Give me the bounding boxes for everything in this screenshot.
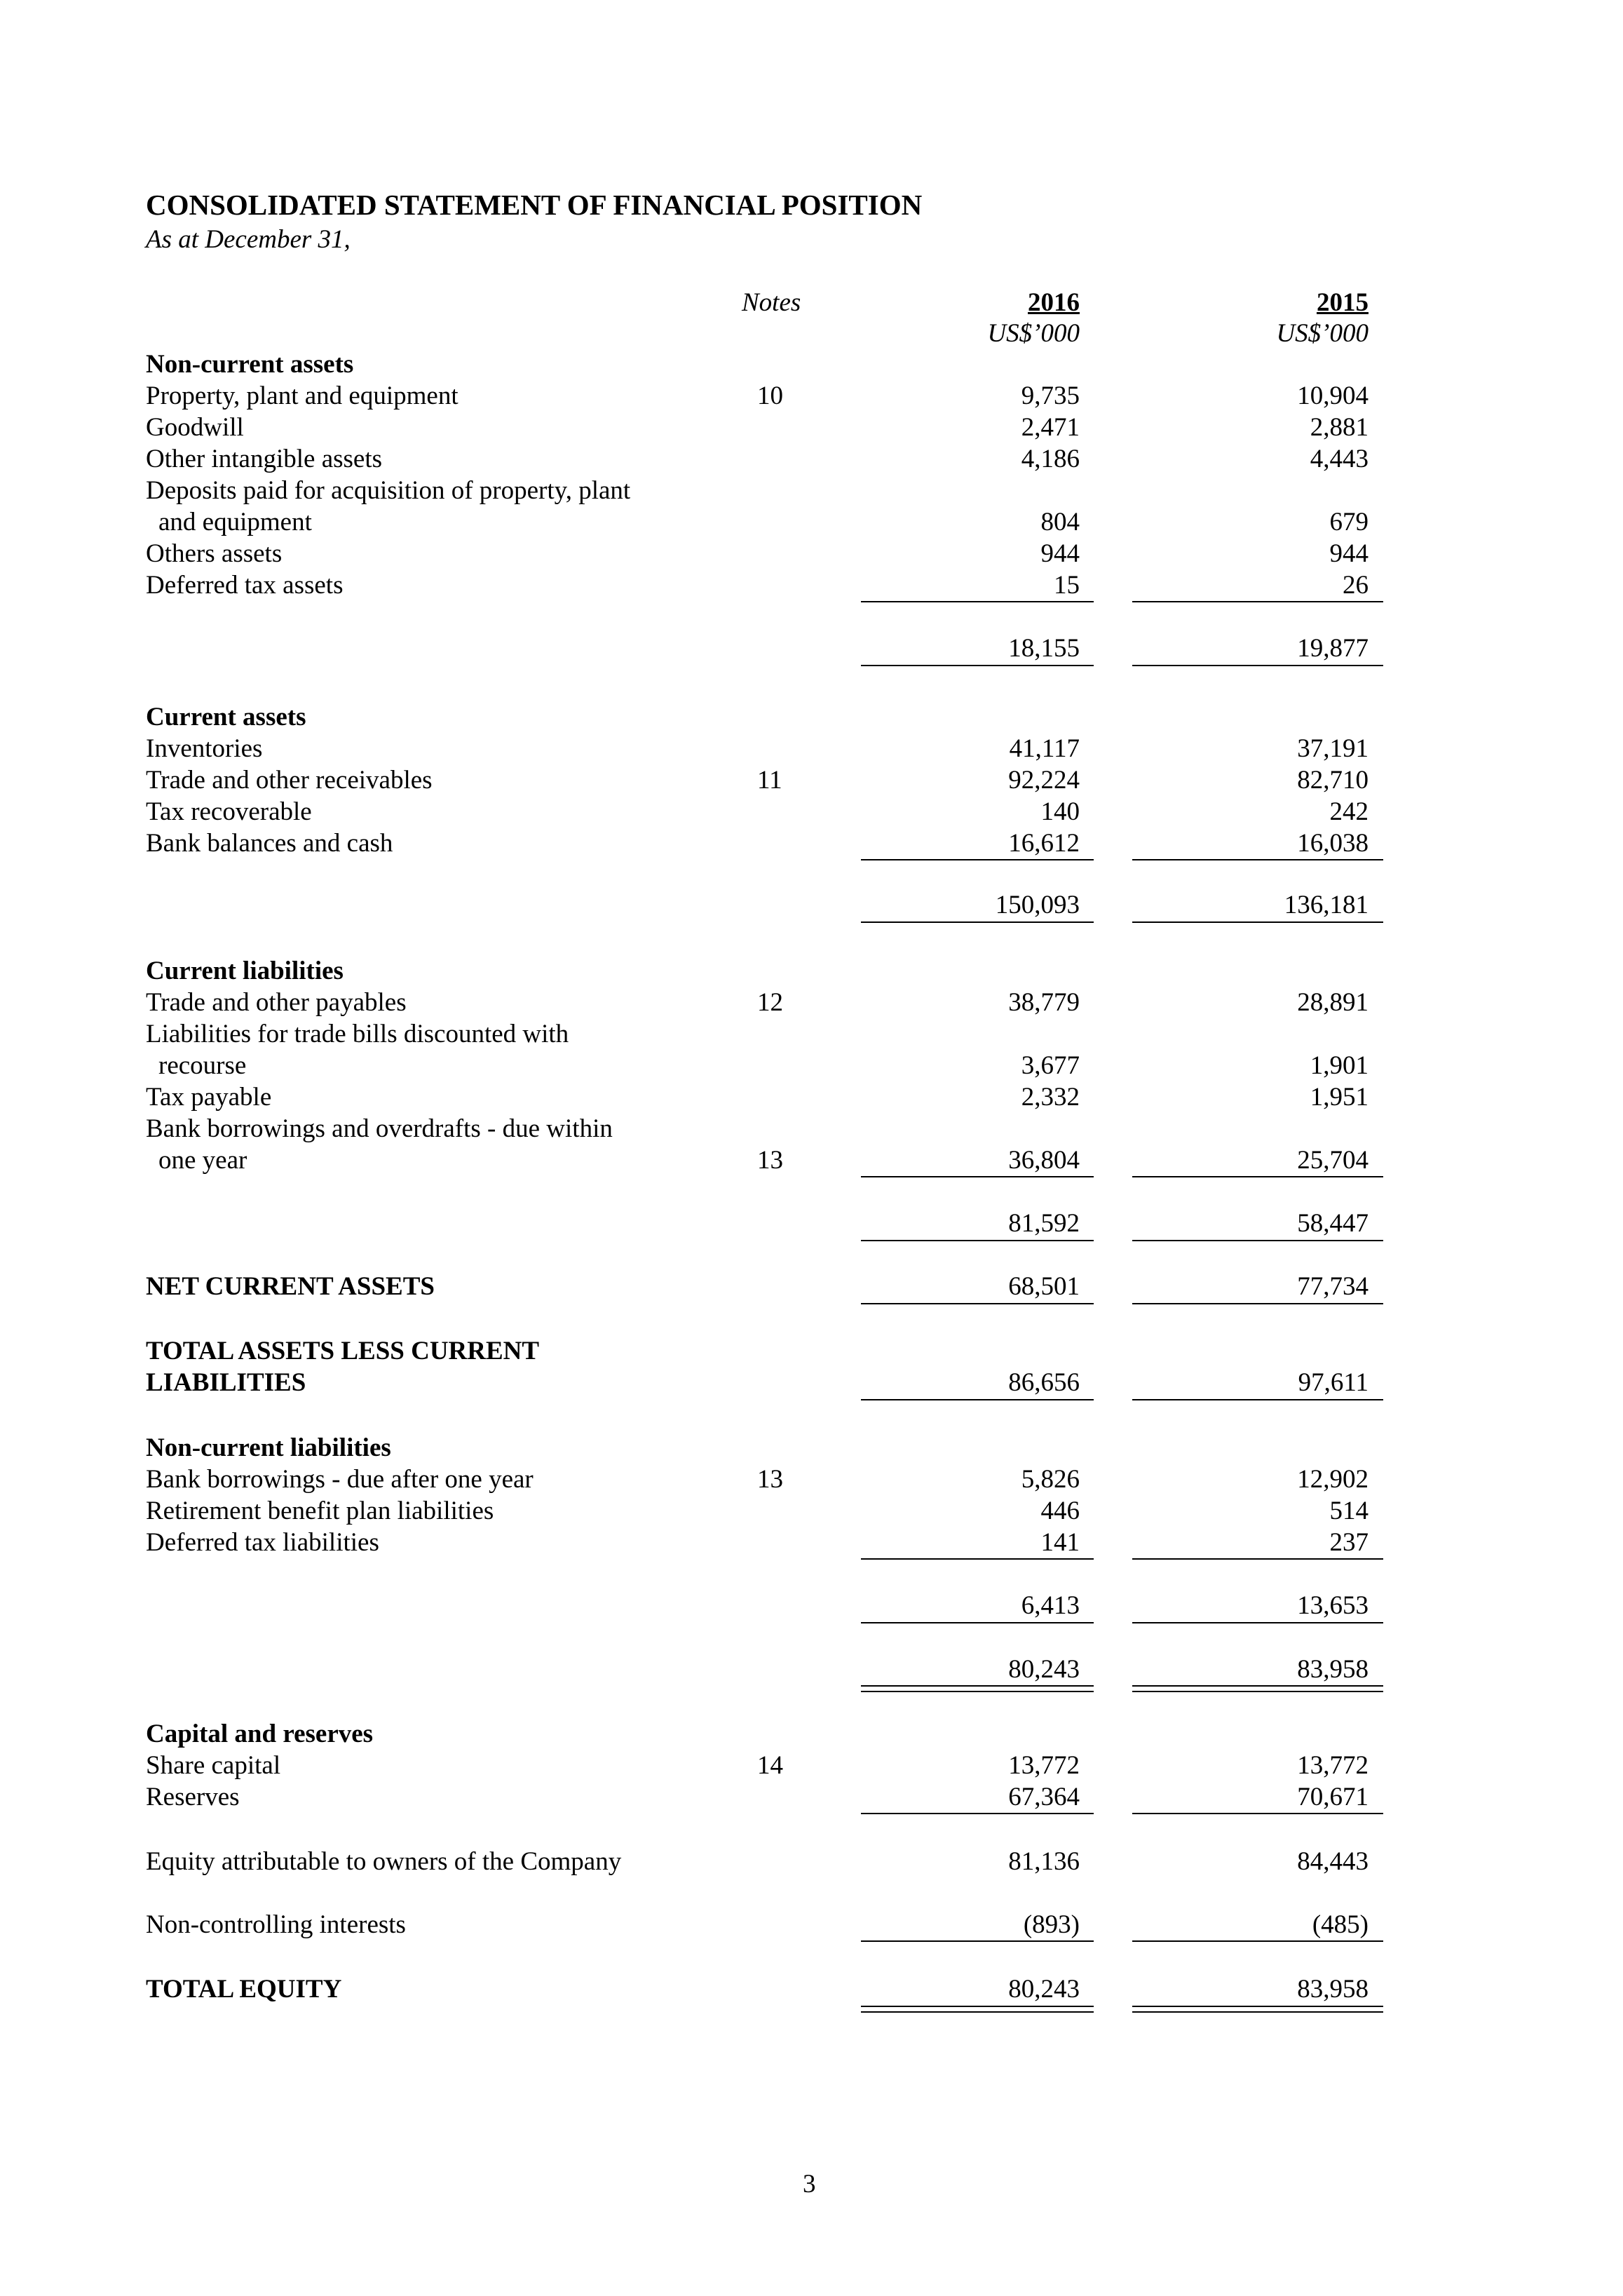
section-heading: Non-current assets [146,350,354,379]
value-2015: 2,881 [1310,413,1369,442]
total-rule [861,921,1094,923]
unit-2015-header: US$’000 [1276,319,1369,348]
value-2015: 37,191 [1297,734,1369,763]
row-note: 13 [757,1146,783,1175]
row-label: Bank borrowings - due after one year [146,1465,534,1494]
row-note: 10 [757,381,783,410]
row-note: 11 [757,766,782,795]
value-2016: 92,224 [1008,766,1080,795]
value-2016: 16,612 [1008,829,1080,858]
value-2016: 81,136 [1008,1847,1080,1876]
row-note: 14 [757,1751,783,1780]
subtotal-rule [1132,601,1383,602]
row-label: Inventories [146,734,263,763]
row-label: Bank borrowings and overdrafts - due within [146,1114,613,1143]
value-2016: 15 [1054,571,1080,600]
value-2016: 38,779 [1008,988,1080,1017]
value-2016: 36,804 [1008,1146,1080,1175]
section-heading: Non-current liabilities [146,1433,391,1462]
double-rule [1132,2006,1383,2013]
subtotal-rule [1132,1813,1383,1814]
subtotal-rule [1132,1176,1383,1177]
value-2015: (485) [1312,1910,1369,1939]
section-heading: Current liabilities [146,957,344,985]
row-label: Liabilities for trade bills discounted with [146,1020,569,1048]
subtotal-rule [1132,1558,1383,1560]
value-2015: 97,611 [1298,1368,1369,1397]
subtotal-2015: 13,653 [1297,1591,1369,1620]
row-label: Trade and other receivables [146,766,433,795]
total-rule [1132,1303,1383,1304]
row-label: Trade and other payables [146,988,407,1017]
total-rule [1132,1622,1383,1623]
total-rule [861,1399,1094,1400]
total-rule [1132,921,1383,923]
row-label: Deferred tax liabilities [146,1528,379,1557]
total-rule [1132,1399,1383,1400]
value-2016: 68,501 [1008,1272,1080,1301]
row-label: Goodwill [146,413,244,442]
value-2016: 804 [1040,508,1080,536]
row-label: Equity attributable to owners of the Company [146,1847,622,1876]
subtotal-2016: 81,592 [1008,1209,1080,1238]
net-current-assets-label: NET CURRENT ASSETS [146,1272,435,1301]
value-2016: 5,826 [1021,1465,1080,1494]
talcl-label-continued: LIABILITIES [146,1368,306,1397]
value-2016: (893) [1023,1910,1080,1939]
value-2016: 141 [1040,1528,1080,1557]
value-2015: 1,951 [1310,1083,1369,1112]
subtotal-2015: 136,181 [1284,891,1369,919]
value-2016: 9,735 [1021,381,1080,410]
subtotal-rule [861,1176,1094,1177]
value-2016: 3,677 [1021,1051,1080,1080]
row-note: 13 [757,1465,783,1494]
row-label: Other intangible assets [146,445,383,473]
value-2015: 4,443 [1310,445,1369,473]
row-label-continued: recourse [158,1051,247,1080]
net-assets-2015: 83,958 [1297,1655,1369,1684]
row-label: Share capital [146,1751,281,1780]
value-2015: 84,443 [1297,1847,1369,1876]
subtotal-2016: 150,093 [995,891,1080,919]
value-2015: 237 [1329,1528,1369,1557]
subtotal-rule [861,859,1094,860]
value-2015: 26 [1343,571,1369,600]
value-2016: 2,471 [1021,413,1080,442]
value-2016: 80,243 [1008,1975,1080,2004]
value-2015: 77,734 [1297,1272,1369,1301]
row-label: Bank balances and cash [146,829,393,858]
total-rule [1132,1240,1383,1241]
subtotal-2016: 6,413 [1021,1591,1080,1620]
total-equity-label: TOTAL EQUITY [146,1975,342,2004]
total-rule [861,1240,1094,1241]
row-label: Tax payable [146,1083,272,1112]
value-2015: 1,901 [1310,1051,1369,1080]
value-2016: 140 [1040,797,1080,826]
value-2015: 242 [1329,797,1369,826]
subtotal-rule [861,1558,1094,1560]
value-2015: 514 [1329,1497,1369,1525]
statement-title: CONSOLIDATED STATEMENT OF FINANCIAL POSITION [146,189,923,221]
year-2016-header: 2016 [1028,288,1080,317]
value-2016: 67,364 [1008,1783,1080,1811]
subtotal-rule [861,1940,1094,1942]
value-2015: 679 [1329,508,1369,536]
row-label: Property, plant and equipment [146,381,459,410]
section-heading: Current assets [146,703,306,731]
double-rule [1132,1685,1383,1692]
unit-2016-header: US$’000 [987,319,1080,348]
total-rule [861,1622,1094,1623]
value-2015: 16,038 [1297,829,1369,858]
row-label: Others assets [146,539,283,568]
value-2015: 12,902 [1297,1465,1369,1494]
section-heading: Capital and reserves [146,1720,374,1748]
row-label: Reserves [146,1783,240,1811]
subtotal-2016: 18,155 [1008,634,1080,663]
year-2015-header: 2015 [1317,288,1369,317]
row-label: Non-controlling interests [146,1910,406,1939]
double-rule [861,1685,1094,1692]
value-2016: 2,332 [1021,1083,1080,1112]
double-rule [861,2006,1094,2013]
subtotal-2015: 58,447 [1297,1209,1369,1238]
row-label: Retirement benefit plan liabilities [146,1497,494,1525]
row-label-continued: and equipment [158,508,312,536]
subtotal-rule [1132,1940,1383,1942]
value-2016: 13,772 [1008,1751,1080,1780]
value-2016: 86,656 [1008,1368,1080,1397]
value-2016: 4,186 [1021,445,1080,473]
total-rule [861,1303,1094,1304]
subtotal-2015: 19,877 [1297,634,1369,663]
row-label: Deferred tax assets [146,571,344,600]
talcl-label: TOTAL ASSETS LESS CURRENT [146,1337,540,1365]
value-2016: 446 [1040,1497,1080,1525]
subtotal-rule [1132,859,1383,860]
value-2015: 13,772 [1297,1751,1369,1780]
subtotal-rule [861,1813,1094,1814]
value-2016: 944 [1040,539,1080,568]
total-rule [1132,665,1383,666]
row-note: 12 [757,988,783,1017]
row-label-continued: one year [158,1146,247,1175]
subtotal-rule [861,601,1094,602]
page-number: 3 [803,2170,816,2199]
value-2016: 41,117 [1009,734,1080,763]
value-2015: 82,710 [1297,766,1369,795]
value-2015: 70,671 [1297,1783,1369,1811]
row-label: Tax recoverable [146,797,312,826]
value-2015: 25,704 [1297,1146,1369,1175]
value-2015: 83,958 [1297,1975,1369,2004]
statement-subtitle: As at December 31, [146,225,351,254]
net-assets-2016: 80,243 [1008,1655,1080,1684]
value-2015: 10,904 [1297,381,1369,410]
value-2015: 944 [1329,539,1369,568]
row-label: Deposits paid for acquisition of property, plant [146,476,631,505]
notes-header: Notes [742,288,801,317]
total-rule [861,665,1094,666]
value-2015: 28,891 [1297,988,1369,1017]
